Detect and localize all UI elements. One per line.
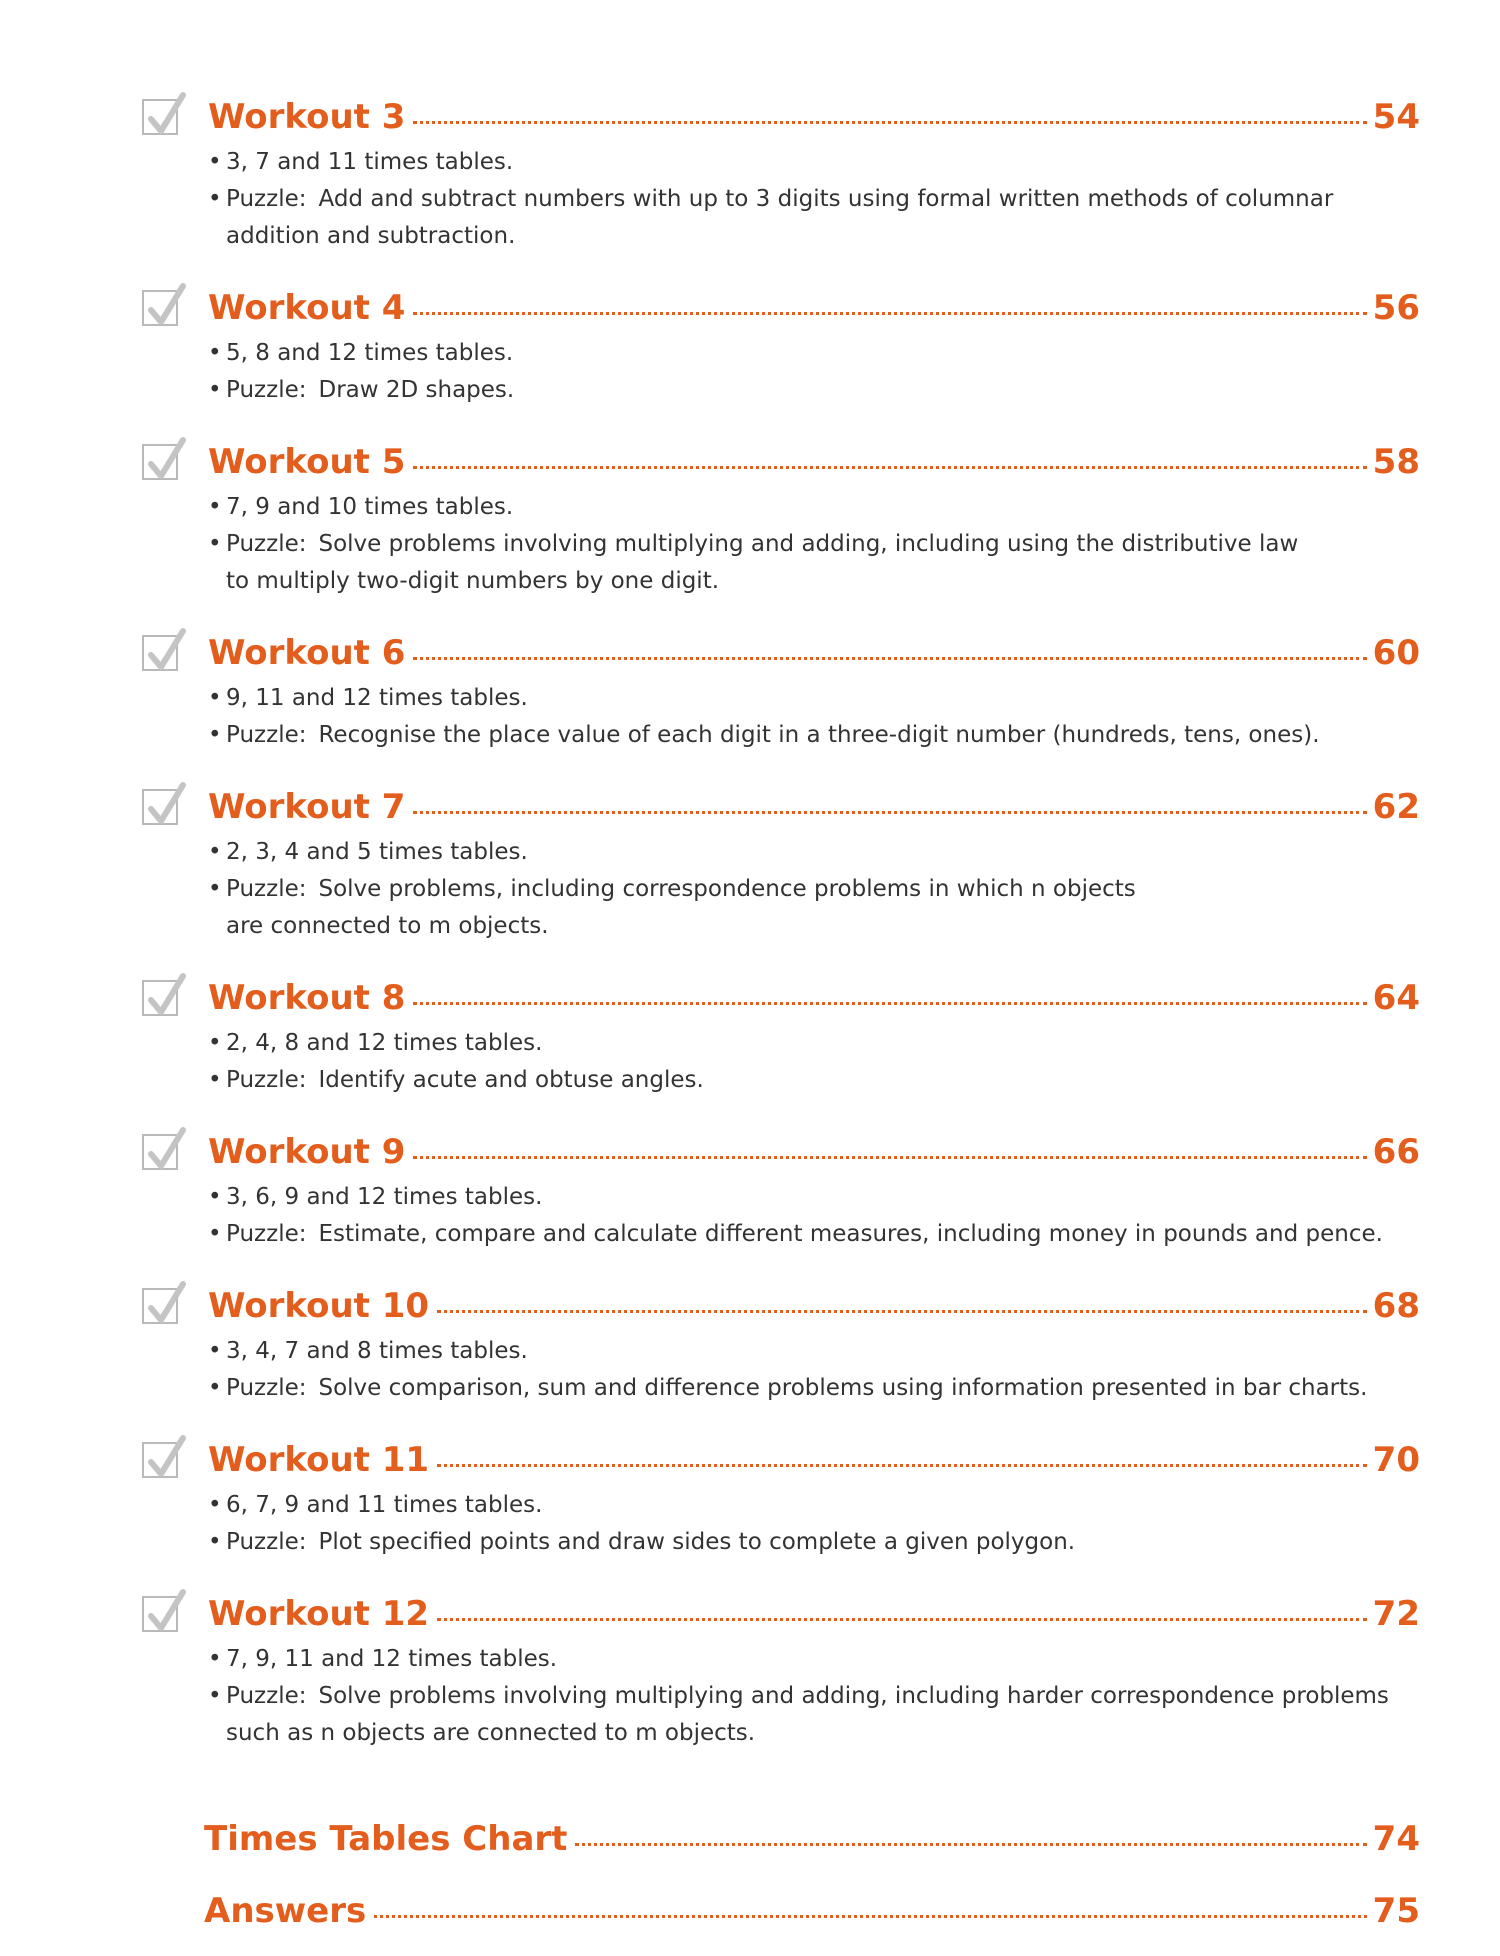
page-number: 68 bbox=[1372, 1286, 1420, 1326]
puzzle-label: Puzzle: bbox=[226, 722, 307, 748]
bullet: • bbox=[208, 1067, 222, 1093]
workout-details bbox=[208, 335, 1420, 409]
tables-text: 3, 6, 9 and 12 times tables. bbox=[226, 1184, 543, 1210]
toc-title-line bbox=[208, 1433, 1420, 1487]
tables-text: 2, 3, 4 and 5 times tables. bbox=[226, 839, 528, 865]
toc-entry-extra bbox=[140, 1812, 1420, 1866]
checkbox-tick-icon[interactable] bbox=[142, 290, 178, 326]
tick-mark bbox=[147, 783, 187, 827]
puzzle-text-continued: are connected to m objects. bbox=[226, 913, 549, 939]
tables-text: 2, 4, 8 and 12 times tables. bbox=[226, 1030, 543, 1056]
toc-title-line bbox=[208, 435, 1420, 489]
puzzle-text: Draw 2D shapes. bbox=[318, 377, 515, 403]
page-number: 72 bbox=[1372, 1594, 1420, 1634]
workout-title[interactable]: Workout 3 bbox=[208, 97, 406, 137]
toc-entry-workout bbox=[140, 281, 1420, 409]
puzzle-item bbox=[208, 1062, 1420, 1099]
checkbox-tick-icon[interactable] bbox=[142, 980, 178, 1016]
puzzle-item bbox=[208, 871, 1420, 945]
toc-title-line bbox=[208, 1279, 1420, 1333]
toc-entry-workout bbox=[140, 1587, 1420, 1752]
section-gap bbox=[140, 1778, 1420, 1812]
workout-title[interactable]: Workout 8 bbox=[208, 978, 406, 1018]
page-number: 70 bbox=[1372, 1440, 1420, 1480]
toc-title-line bbox=[204, 1884, 1420, 1938]
puzzle-label: Puzzle: bbox=[226, 531, 307, 557]
checkbox-tick-icon[interactable] bbox=[142, 1596, 178, 1632]
toc-entry-workout bbox=[140, 626, 1420, 754]
puzzle-text-continued: addition and subtraction. bbox=[226, 223, 516, 249]
bullet: • bbox=[208, 1529, 222, 1555]
page-number: 56 bbox=[1372, 288, 1420, 328]
workout-details bbox=[208, 834, 1420, 945]
puzzle-item bbox=[208, 1370, 1420, 1407]
bullet: • bbox=[208, 1646, 222, 1672]
toc-entry-workout bbox=[140, 971, 1420, 1099]
toc-entry-workout bbox=[140, 435, 1420, 600]
bullet: • bbox=[208, 1375, 222, 1401]
toc-title-line bbox=[208, 780, 1420, 834]
bullet: • bbox=[208, 1492, 222, 1518]
workout-title[interactable]: Workout 10 bbox=[208, 1286, 430, 1326]
puzzle-label: Puzzle: bbox=[226, 876, 307, 902]
bullet: • bbox=[208, 1184, 222, 1210]
tick-mark bbox=[147, 284, 187, 328]
workout-title[interactable]: Workout 12 bbox=[208, 1594, 430, 1634]
dot-leader bbox=[413, 657, 1366, 660]
tables-item bbox=[208, 1179, 1420, 1216]
tables-text: 7, 9 and 10 times tables. bbox=[226, 494, 514, 520]
bullet: • bbox=[208, 340, 222, 366]
tables-text: 7, 9, 11 and 12 times tables. bbox=[226, 1646, 558, 1672]
bullet: • bbox=[208, 685, 222, 711]
tick-mark bbox=[147, 93, 187, 137]
bullet: • bbox=[208, 1683, 222, 1709]
toc-entry-workout bbox=[140, 1125, 1420, 1253]
workout-title[interactable]: Workout 5 bbox=[208, 442, 406, 482]
puzzle-text: Estimate, compare and calculate different measures, including money in pounds and pence. bbox=[318, 1221, 1383, 1247]
puzzle-label: Puzzle: bbox=[226, 1375, 307, 1401]
toc-title-line bbox=[204, 1812, 1420, 1866]
tables-item bbox=[208, 489, 1420, 526]
puzzle-text: Solve problems involving multiplying and adding, including using the distributive law bbox=[318, 531, 1299, 557]
tables-text: 3, 4, 7 and 8 times tables. bbox=[226, 1338, 528, 1364]
toc-entry-workout bbox=[140, 90, 1420, 255]
workout-details bbox=[208, 1025, 1420, 1099]
workout-title[interactable]: Workout 7 bbox=[208, 787, 406, 827]
puzzle-label: Puzzle: bbox=[226, 186, 307, 212]
tick-mark bbox=[147, 629, 187, 673]
toc-entry-workout bbox=[140, 1433, 1420, 1561]
puzzle-text-continued: to multiply two-digit numbers by one digit. bbox=[226, 568, 720, 594]
bullet: • bbox=[208, 531, 222, 557]
bullet: • bbox=[208, 839, 222, 865]
tick-mark bbox=[147, 974, 187, 1018]
dot-leader bbox=[413, 1156, 1366, 1159]
tick-mark bbox=[147, 1590, 187, 1634]
bullet: • bbox=[208, 1030, 222, 1056]
dot-leader bbox=[413, 466, 1366, 469]
tables-item bbox=[208, 1025, 1420, 1062]
workout-details bbox=[208, 1487, 1420, 1561]
dot-leader bbox=[437, 1618, 1367, 1621]
workout-title[interactable]: Workout 11 bbox=[208, 1440, 430, 1480]
page-number: 60 bbox=[1372, 633, 1420, 673]
bullet: • bbox=[208, 377, 222, 403]
workout-title[interactable]: Workout 6 bbox=[208, 633, 406, 673]
workout-title[interactable]: Workout 9 bbox=[208, 1132, 406, 1172]
puzzle-text: Recognise the place value of each digit in a three-digit number (hundreds, tens, ones). bbox=[318, 722, 1320, 748]
checkbox-tick-icon[interactable] bbox=[142, 789, 178, 825]
page-number: 54 bbox=[1372, 97, 1420, 137]
checkbox-tick-icon[interactable] bbox=[142, 99, 178, 135]
puzzle-label: Puzzle: bbox=[226, 377, 307, 403]
puzzle-item bbox=[208, 1216, 1420, 1253]
puzzle-item bbox=[208, 1678, 1420, 1752]
puzzle-item bbox=[208, 1524, 1420, 1561]
puzzle-text-continued: such as n objects are connected to m objects. bbox=[226, 1720, 756, 1746]
tick-mark bbox=[147, 1282, 187, 1326]
dot-leader bbox=[374, 1915, 1366, 1918]
dot-leader bbox=[413, 1002, 1366, 1005]
workout-details bbox=[208, 144, 1420, 255]
page-number: 66 bbox=[1372, 1132, 1420, 1172]
bullet: • bbox=[208, 722, 222, 748]
checkbox-tick-icon[interactable] bbox=[142, 1288, 178, 1324]
checkbox-tick-icon[interactable] bbox=[142, 1442, 178, 1478]
toc-title-line bbox=[208, 1587, 1420, 1641]
dot-leader bbox=[413, 811, 1366, 814]
page-number: 58 bbox=[1372, 442, 1420, 482]
bullet: • bbox=[208, 1338, 222, 1364]
page-number: 62 bbox=[1372, 787, 1420, 827]
extra-title[interactable]: Answers bbox=[204, 1891, 367, 1931]
puzzle-text: Identify acute and obtuse angles. bbox=[318, 1067, 704, 1093]
checkbox-tick-icon[interactable] bbox=[142, 1134, 178, 1170]
workout-title[interactable]: Workout 4 bbox=[208, 288, 406, 328]
puzzle-label: Puzzle: bbox=[226, 1067, 307, 1093]
toc-entry-workout bbox=[140, 1279, 1420, 1407]
bullet: • bbox=[208, 494, 222, 520]
puzzle-item bbox=[208, 526, 1420, 600]
page-number: 64 bbox=[1372, 978, 1420, 1018]
tables-item bbox=[208, 144, 1420, 181]
checkbox-tick-icon[interactable] bbox=[142, 444, 178, 480]
workout-details bbox=[208, 489, 1420, 600]
tables-item bbox=[208, 680, 1420, 717]
workout-details bbox=[208, 1179, 1420, 1253]
toc-title-line bbox=[208, 90, 1420, 144]
puzzle-text: Solve problems, including correspondence problems in which n objects bbox=[318, 876, 1136, 902]
tables-text: 5, 8 and 12 times tables. bbox=[226, 340, 514, 366]
toc-title-line bbox=[208, 971, 1420, 1025]
toc-title-line bbox=[208, 626, 1420, 680]
tables-item bbox=[208, 1333, 1420, 1370]
workout-details bbox=[208, 1641, 1420, 1752]
dot-leader bbox=[413, 312, 1366, 315]
bullet: • bbox=[208, 149, 222, 175]
puzzle-text: Solve problems involving multiplying and adding, including harder correspondence problems bbox=[318, 1683, 1389, 1709]
workout-details bbox=[208, 680, 1420, 754]
tables-item bbox=[208, 1641, 1420, 1678]
puzzle-text: Plot specified points and draw sides to complete a given polygon. bbox=[318, 1529, 1076, 1555]
toc-title-line bbox=[208, 281, 1420, 335]
tables-text: 3, 7 and 11 times tables. bbox=[226, 149, 514, 175]
workout-details bbox=[208, 1333, 1420, 1407]
dot-leader bbox=[437, 1464, 1367, 1467]
tick-mark bbox=[147, 1128, 187, 1172]
tick-mark bbox=[147, 1436, 187, 1480]
tables-text: 9, 11 and 12 times tables. bbox=[226, 685, 528, 711]
bullet: • bbox=[208, 876, 222, 902]
bullet: • bbox=[208, 186, 222, 212]
puzzle-label: Puzzle: bbox=[226, 1221, 307, 1247]
puzzle-item bbox=[208, 717, 1420, 754]
tables-text: 6, 7, 9 and 11 times tables. bbox=[226, 1492, 543, 1518]
tables-item bbox=[208, 1487, 1420, 1524]
puzzle-label: Puzzle: bbox=[226, 1683, 307, 1709]
puzzle-text: Solve comparison, sum and difference problems using information presented in bar charts. bbox=[318, 1375, 1368, 1401]
bullet: • bbox=[208, 1221, 222, 1247]
table-of-contents bbox=[140, 90, 1420, 1956]
tables-item bbox=[208, 834, 1420, 871]
puzzle-item bbox=[208, 372, 1420, 409]
dot-leader bbox=[413, 121, 1366, 124]
toc-entry-workout bbox=[140, 780, 1420, 945]
page-number: 74 bbox=[1372, 1819, 1420, 1859]
puzzle-item bbox=[208, 181, 1420, 255]
dot-leader bbox=[575, 1843, 1366, 1846]
extra-title[interactable]: Times Tables Chart bbox=[204, 1819, 568, 1859]
toc-entry-extra bbox=[140, 1884, 1420, 1938]
puzzle-text: Add and subtract numbers with up to 3 digits using formal written methods of columnar bbox=[318, 186, 1334, 212]
puzzle-label: Puzzle: bbox=[226, 1529, 307, 1555]
tables-item bbox=[208, 335, 1420, 372]
toc-title-line bbox=[208, 1125, 1420, 1179]
checkbox-tick-icon[interactable] bbox=[142, 635, 178, 671]
page-number: 75 bbox=[1372, 1891, 1420, 1931]
tick-mark bbox=[147, 438, 187, 482]
dot-leader bbox=[437, 1310, 1367, 1313]
